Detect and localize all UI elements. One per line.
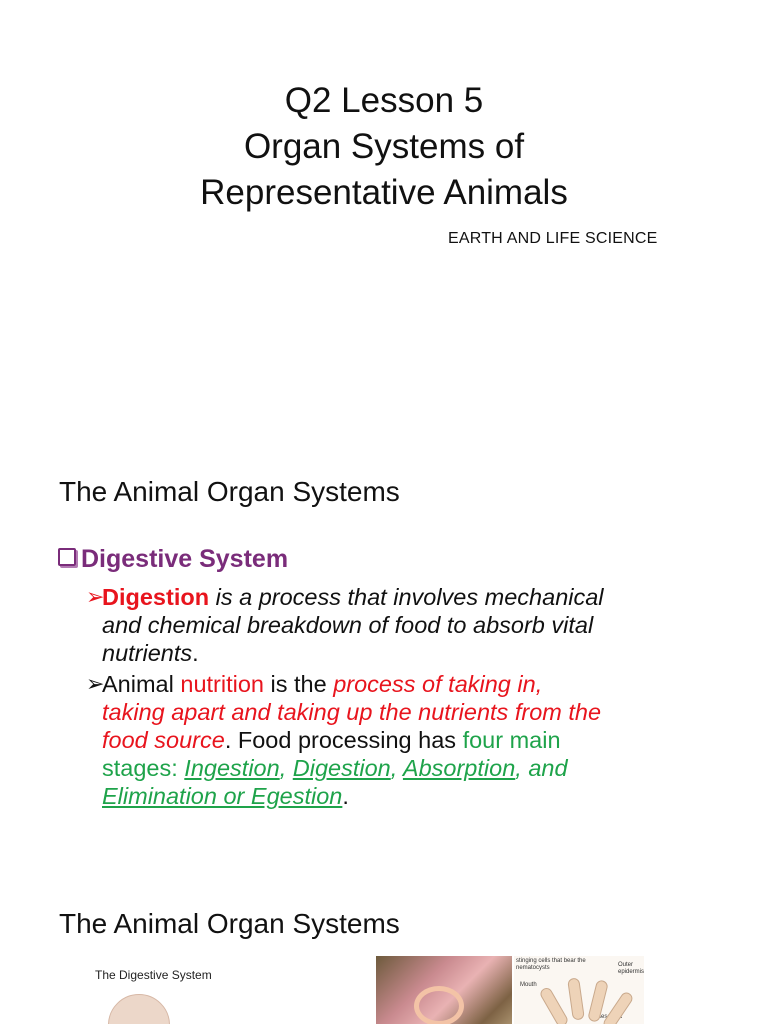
slide-heading: The Animal Organ Systems	[59, 908, 400, 939]
tentacle-shape	[538, 986, 569, 1024]
slide-heading: The Animal Organ Systems	[59, 476, 400, 507]
separator: ,	[279, 755, 293, 781]
text-fragment: . Food processing has	[224, 727, 463, 753]
term-nutrition: nutrition	[180, 671, 264, 697]
period: .	[342, 783, 349, 809]
definition-line-3: nutrients	[102, 640, 193, 666]
title-line-3: Representative Animals	[200, 173, 568, 212]
title-line-1: Q2 Lesson 5	[284, 81, 484, 120]
separator: , and	[515, 755, 568, 781]
stage-absorption: Absorption	[402, 755, 516, 781]
text-fragment: is the	[263, 671, 334, 697]
tentacle-shape	[601, 990, 634, 1024]
definition-line-1: is a process that involves mechanical	[209, 584, 604, 610]
separator: ,	[390, 755, 403, 781]
title-line-2: Organ Systems of	[243, 127, 525, 166]
title-slide	[0, 0, 768, 440]
sea-anemone-photo	[376, 956, 512, 1024]
paragraph-digestion	[86, 583, 732, 667]
anemone-mouth-shape	[414, 986, 464, 1024]
diagram-text: Mouth	[520, 982, 537, 988]
nutrition-definition-3: food source	[102, 727, 225, 753]
stages-text: stages:	[102, 755, 185, 781]
human-head-illustration	[108, 994, 170, 1024]
period: .	[192, 640, 199, 666]
nutrition-definition-2: taking apart and taking up the nutrients from the	[102, 699, 602, 725]
diagram-text: Outer epidermis	[618, 962, 645, 975]
four-main-text: four main	[462, 727, 561, 753]
diagram-text: stinging cells that bear the nematocysts	[516, 958, 586, 971]
tentacle-shape	[567, 977, 585, 1020]
nutrition-definition-1: process of taking in,	[333, 671, 543, 697]
bullet-digestive-system	[58, 545, 288, 574]
digestive-system-slide	[0, 440, 768, 860]
paragraph-nutrition	[86, 670, 732, 810]
checkbox-bullet-icon	[58, 548, 76, 566]
stage-elimination: Elimination or Egestion	[102, 783, 343, 809]
digestive-diagram-label: The Digestive System	[95, 968, 212, 982]
arrow-bullet-icon: ➢	[86, 671, 105, 696]
definition-line-2: and chemical breakdown of food to absorb vital	[102, 612, 594, 638]
stage-ingestion: Ingestion	[184, 755, 280, 781]
slide-subtitle: EARTH AND LIFE SCIENCE	[448, 230, 658, 247]
bullet-label: Digestive System	[81, 545, 289, 573]
slide-title	[0, 78, 768, 216]
organ-systems-figures-slide	[0, 860, 768, 1024]
stage-digestion: Digestion	[292, 755, 391, 781]
text-fragment: Animal	[102, 671, 181, 697]
arrow-bullet-icon: ➢	[86, 584, 105, 609]
term-digestion: Digestion	[102, 584, 210, 610]
cnidarian-diagram	[514, 956, 644, 1024]
